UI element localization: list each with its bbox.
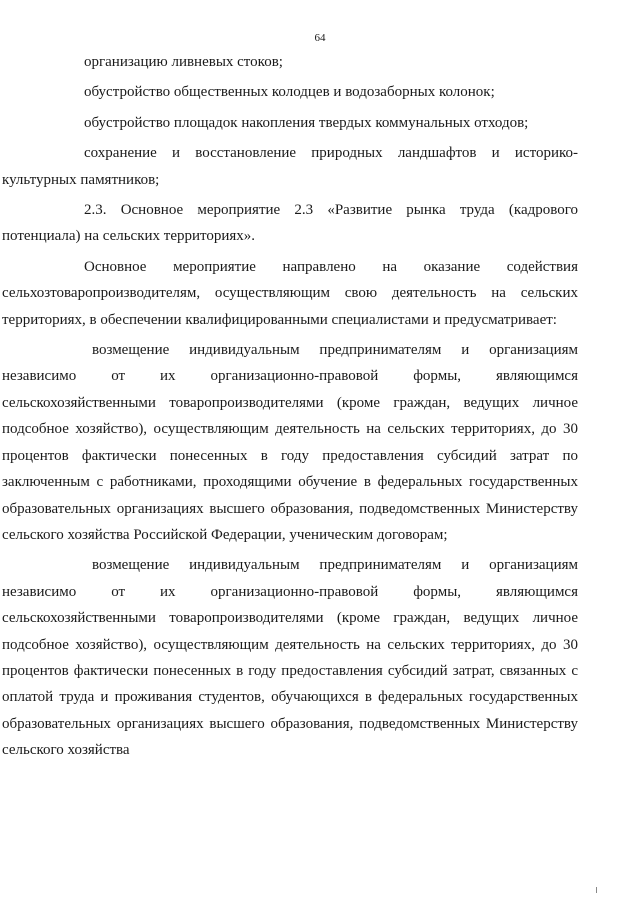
scan-mark [596,887,597,893]
paragraph-intro: Основное мероприятие направлено на оказание содействия сельхозтоваропроизводителям, осуществляющим свою деятельность на сельских территориях, в обеспечении квалифицированными специалистами и предусматривает: [2,258,578,328]
list-item-wells: обустройство общественных колодцев и водозаборных колонок; [84,84,495,101]
list-item-storm-drain: организацию ливневых стоков; [84,54,283,70]
paragraph-reimbursement-contracts: возмещение индивидуальным предпринимателям и организациям независимо от их организационно-правовой формы, являющимся сельскохозяйственными товаропроизводителями (кроме граждан, ведущих личное подсобное хозяйство), осуществляющим деятельность на сельских территориях, до 30 процентов фактически понесенных в году предоставления субсидий затрат по заключенным с работниками, проходящими обучение в федеральных государственных образовательных организациях высшего образования, подведомственных Министерству сельского хозяйства Российской Федерации, ученическим договорам; [2,342,578,543]
list-item-landscapes: сохранение и восстановление природных ландшафтов и историко-культурных памятников; [2,145,578,188]
section-heading-2-3: 2.3. Основное мероприятие 2.3 «Развитие рынка труда (кадрового потенциала) на сельских территориях». [2,202,578,245]
list-item-waste-sites: обустройство площадок накопления твердых коммунальных отходов; [84,114,529,131]
paragraph-reimbursement-students: возмещение индивидуальным предпринимателям и организациям независимо от их организационно-правовой формы, являющимся сельскохозяйственными товаропроизводителями (кроме граждан, ведущих личное подсобное хозяйство), осуществляющим деятельность на сельских территориях, до 30 процентов фактически понесенных в году предоставления субсидий затрат, связанных с оплатой труда и проживания студентов, обучающихся в федеральных государственных образовательных организациях высшего образования, подведомственных Министерству сельского хозяйства [2,557,578,759]
page-number: 64 [314,32,326,44]
document-body [2,49,578,764]
